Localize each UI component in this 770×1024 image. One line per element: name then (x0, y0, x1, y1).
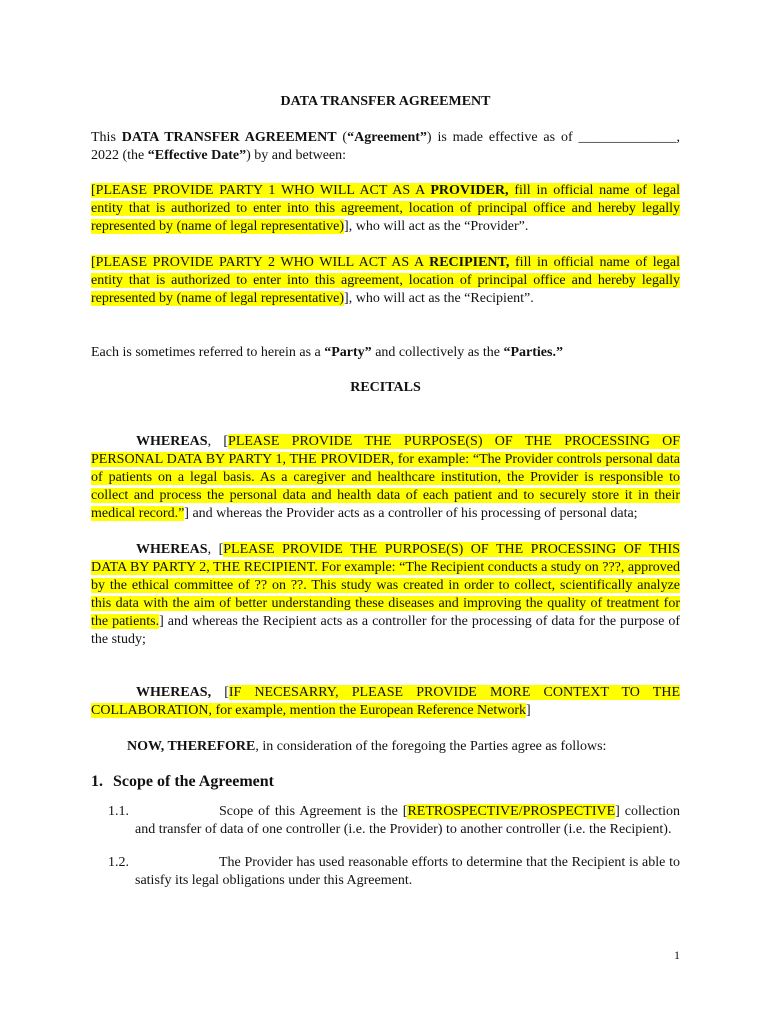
clause-number: 1.2. (108, 855, 129, 870)
clause-text: ] collection and transfer of data of one controller (i.e. the Provider) to another controller (i.e. the Recipient). (135, 804, 680, 837)
section-number: 1. (91, 773, 103, 790)
party1-paragraph (91, 182, 680, 236)
definition-text: and collectively as the (371, 345, 504, 360)
agreement-name: DATA TRANSFER AGREEMENT (121, 130, 337, 145)
recipient-purpose-placeholder[interactable]: PLEASE PROVIDE THE PURPOSE(S) OF THE PROCESSING OF THIS DATA BY PARTY 2, THE RECIPIENT. For example: “The Recipient conducts a study on ???, approved by the ethical committee of ?? on ??. This study was created in order to collect, scientifically analyze this data with the aim of better understanding these diseases and improving the quality of treatment for the patients. (91, 542, 680, 629)
intro-paragraph (91, 129, 680, 165)
party2-role-text: ], who will act as the “Recipient”. (344, 291, 534, 306)
recipient-term: RECIPIENT, (429, 255, 510, 270)
intro-text: ) by and between: (246, 148, 347, 163)
whereas-3 (91, 684, 680, 720)
document-page (91, 93, 680, 890)
party-term: “Party” (324, 345, 372, 360)
section-1-heading (91, 773, 680, 791)
now-therefore-label: NOW, THEREFORE (127, 739, 256, 754)
party1-role-text: ], who will act as the “Provider”. (344, 219, 529, 234)
parties-definition (91, 344, 680, 362)
section-title: Scope of the Agreement (113, 773, 274, 790)
provider-purpose-placeholder[interactable]: PLEASE PROVIDE THE PURPOSE(S) OF THE PROCESSING OF PERSONAL DATA BY PARTY 1, THE PROVIDER, for example: “The Provider controls personal data of patients on a legal basis. As a caregiver and healthcare institution, the Provider is responsible to collect and process the personal data and health data of each patient and to securely store it in their medical record.” (91, 434, 680, 521)
placeholder-text: fill in official name of legal entity that is authorized to enter into this agreement, location of principal office and hereby legally represented by (name of legal representative) (91, 255, 680, 306)
definition-text: Each is sometimes referred to herein as a (91, 345, 325, 360)
party2-paragraph (91, 254, 680, 308)
now-therefore-text: , in consideration of the foregoing the Parties agree as follows: (255, 739, 607, 754)
clause-text: The Provider has used reasonable efforts to determine that the Recipient is able to satisfy its legal obligations under this Agreement. (135, 855, 680, 888)
recital-text: , [ (207, 542, 224, 557)
placeholder-text: fill in official name of legal entity that is authorized to enter into this agreement, location of principal office and hereby legally represented by (name of legal representative) (91, 183, 680, 234)
whereas-2 (91, 541, 680, 649)
recitals-heading: RECITALS (350, 380, 421, 395)
provider-term: PROVIDER, (430, 183, 509, 198)
whereas-label: WHEREAS (136, 434, 208, 449)
document-title: DATA TRANSFER AGREEMENT (280, 94, 491, 109)
collection-type-placeholder[interactable]: RETROSPECTIVE/PROSPECTIVE (407, 804, 616, 819)
placeholder-text: [PLEASE PROVIDE PARTY 1 WHO WILL ACT AS A (91, 183, 431, 198)
recital-text: , [ (207, 434, 229, 449)
parties-term: “Parties.” (503, 345, 563, 360)
recital-text: ] and whereas the Provider acts as a controller of his processing of personal data; (184, 506, 638, 521)
clause-number: 1.1. (108, 804, 129, 819)
clause-1-1 (91, 803, 680, 839)
intro-text: This (91, 130, 122, 145)
clause-text: Scope of this Agreement is the [ (219, 804, 408, 819)
agreement-term: “Agreement” (347, 130, 427, 145)
intro-text: ( (336, 130, 348, 145)
now-therefore-paragraph (91, 738, 680, 756)
placeholder-text: [PLEASE PROVIDE PARTY 2 WHO WILL ACT AS A (91, 255, 430, 270)
whereas-label: WHEREAS (136, 542, 208, 557)
clause-1-2 (91, 854, 680, 890)
context-placeholder[interactable]: IF NECESARRY, PLEASE PROVIDE MORE CONTEXT TO THE COLLABORATION, for example, mention the European Reference Network (91, 685, 680, 718)
intro-text: ) is made effective as of ______________, 2022 (the (91, 130, 680, 163)
whereas-1 (91, 433, 680, 523)
effective-date-term: “Effective Date” (147, 148, 247, 163)
page-number: 1 (674, 948, 680, 962)
recital-text: ] (526, 703, 531, 718)
whereas-label: WHEREAS, (136, 685, 212, 700)
recital-text: ] and whereas the Recipient acts as a controller for the processing of data for the purpose of the study; (91, 614, 681, 647)
recital-text: [ (211, 685, 229, 700)
